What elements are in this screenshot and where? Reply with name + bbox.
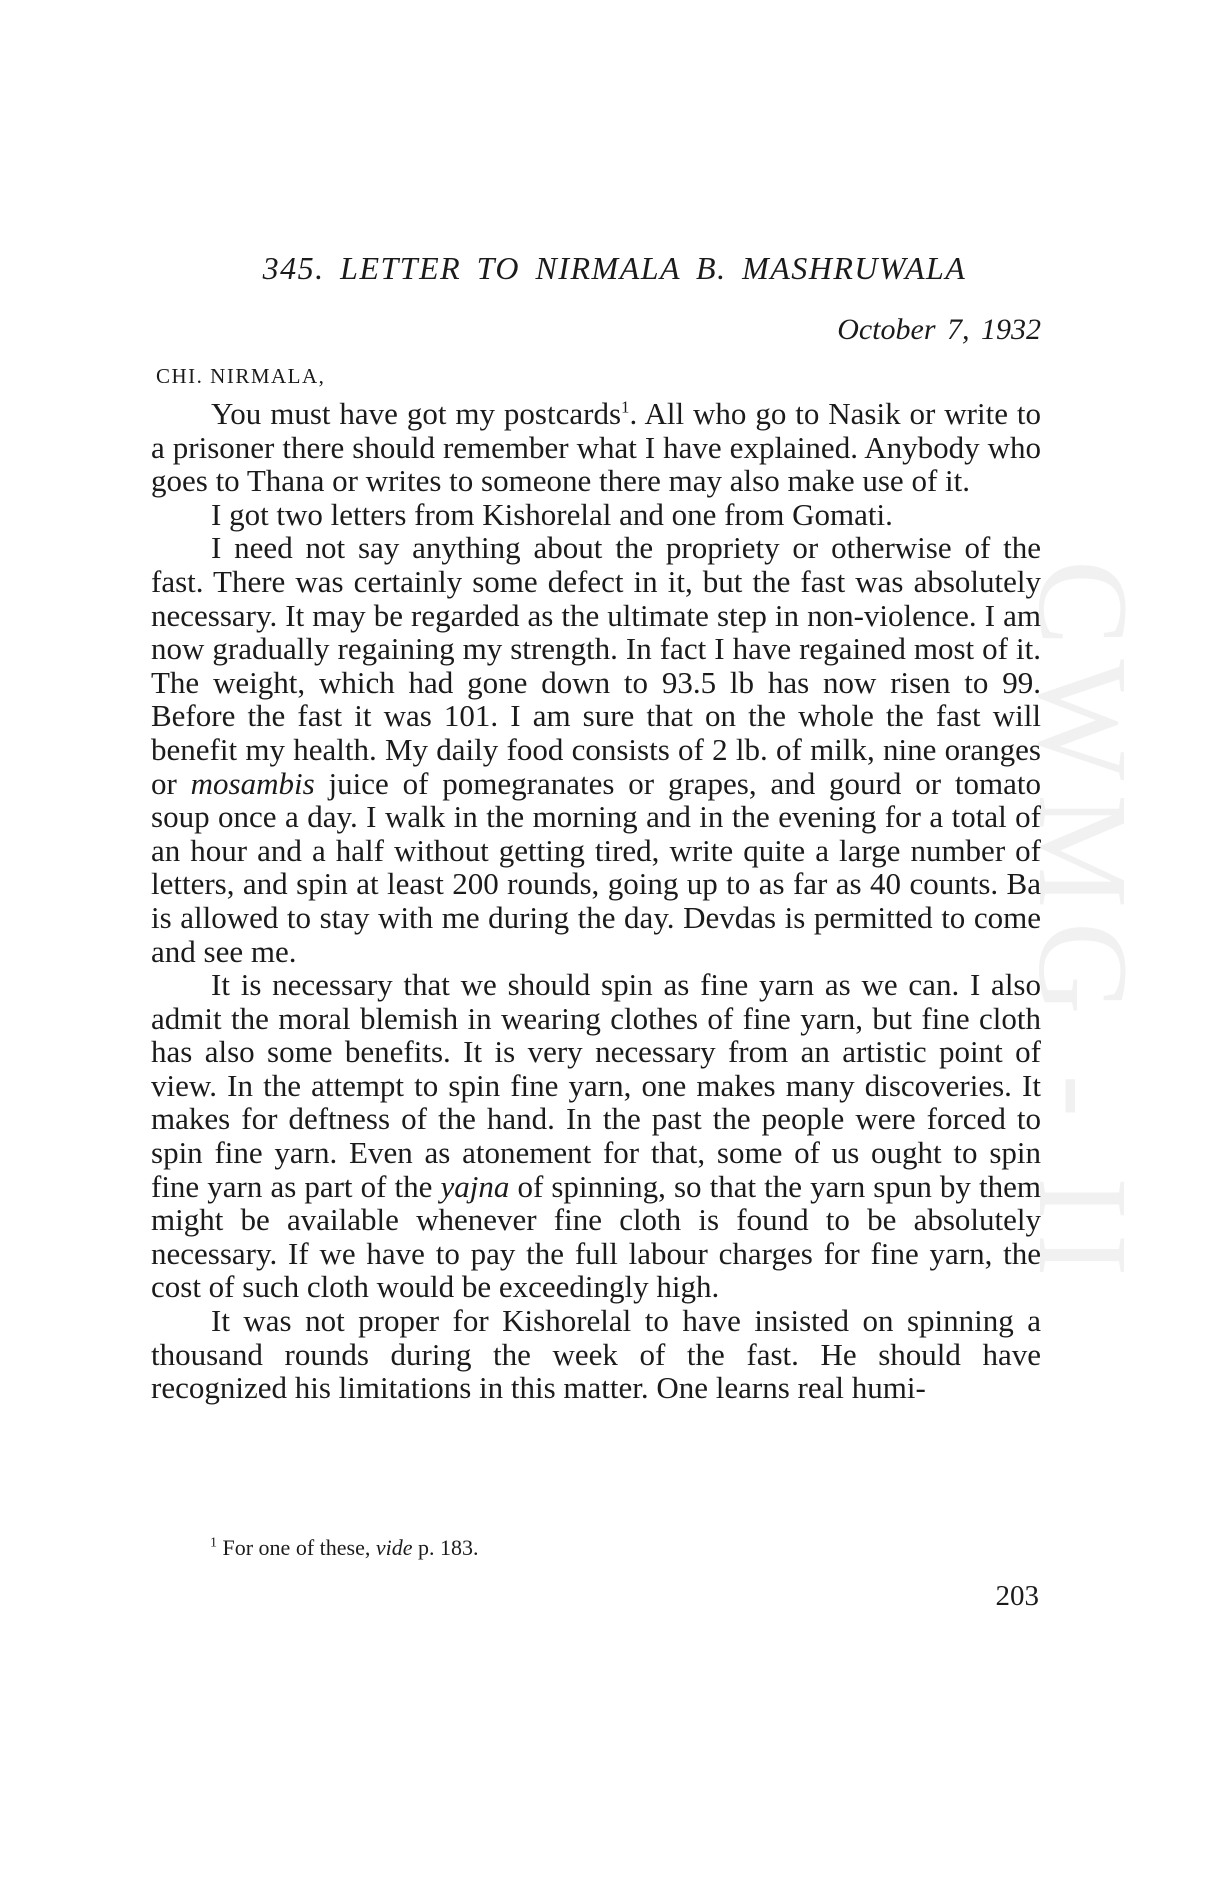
paragraph-4 <box>151 968 1041 1304</box>
letter-date: October 7, 1932 <box>837 313 1041 346</box>
footnote-italic: vide <box>375 1535 413 1560</box>
paragraph-3 <box>151 531 1041 968</box>
paragraph-1 <box>151 397 1041 498</box>
footnote <box>210 1535 479 1561</box>
footnote-text-b: p. 183. <box>412 1535 479 1560</box>
paragraph-5: It was not proper for Kishorelal to have insisted on spinning a thousand rounds during the week of the fast. He should have recognized his limitations in this matter. One learns real humi- <box>151 1303 1041 1406</box>
letter-title: 345. LETTER TO NIRMALA B. MASHRUWALA <box>262 250 967 286</box>
paragraph-1-text-b: . All who go to Nasik or write to a prisoner there should remember what I have explained. Anybody who goes to Thana or writes to someone there may also make use of it. <box>151 396 1041 499</box>
page-number: 203 <box>995 1580 1039 1612</box>
paragraph-4-italic-term: yajna <box>440 1168 510 1204</box>
watermark-text: CWMG - II <box>1012 560 1154 1291</box>
footnote-marker: 1 <box>210 1535 217 1551</box>
footnote-reference: 1 <box>621 397 630 417</box>
paragraph-4-text-b: of spinning, so that the yarn spun by them might be available whenever fine cloth is found to be absolutely necessary. If we have to pay the full labour charges for fine yarn, the cost of such cloth would be exceedingly high. <box>151 1168 1041 1305</box>
paragraph-4-text-a: It is necessary that we should spin as fine yarn as we can. I also admit the moral blemish in wearing clothes of fine yarn, but fine cloth has also some benefits. It is very necessary from an artistic point of view. In the attempt to spin fine yarn, one makes many discoveries. It makes for deftness of the hand. In the past the people were forced to spin fine yarn. Even as atonement for that, some of us ought to spin fine yarn as part of the <box>151 967 1041 1204</box>
watermark <box>1012 560 1158 1340</box>
paragraph-3-text-a: I need not say anything about the propriety or otherwise of the fast. There was certainly some defect in it, but the fast was absolutely necessary. It may be regarded as the ultimate step in non-violence. I am now gradually regaining my strength. In fact I have regained most of it. The weight, which had gone down to 93.5 lb has now risen to 99. Before the fast it was 101. I am sure that on the whole the fast will benefit my health. My daily food consists of 2 lb. of milk, nine oranges or <box>151 530 1041 801</box>
letter-body <box>151 397 1041 1405</box>
paragraph-3-italic-term: mosambis <box>190 765 315 801</box>
paragraph-1-text-a: You must have got my postcards <box>211 396 622 431</box>
footnote-text-a: For one of these, <box>217 1535 376 1560</box>
paragraph-2: I got two letters from Kishorelal and one from Gomati. <box>211 496 893 532</box>
salutation: CHI. NIRMALA, <box>156 364 326 388</box>
paragraph-3-text-b: juice of pomegranates or grapes, and gourd or tomato soup once a day. I walk in the morning and in the evening for a total of an hour and a half without getting tired, write quite a large number of letters, and spin at least 200 rounds, going up to as far as 40 counts. Ba is allowed to stay with me during the day. Devdas is permitted to come and see me. <box>151 765 1041 969</box>
